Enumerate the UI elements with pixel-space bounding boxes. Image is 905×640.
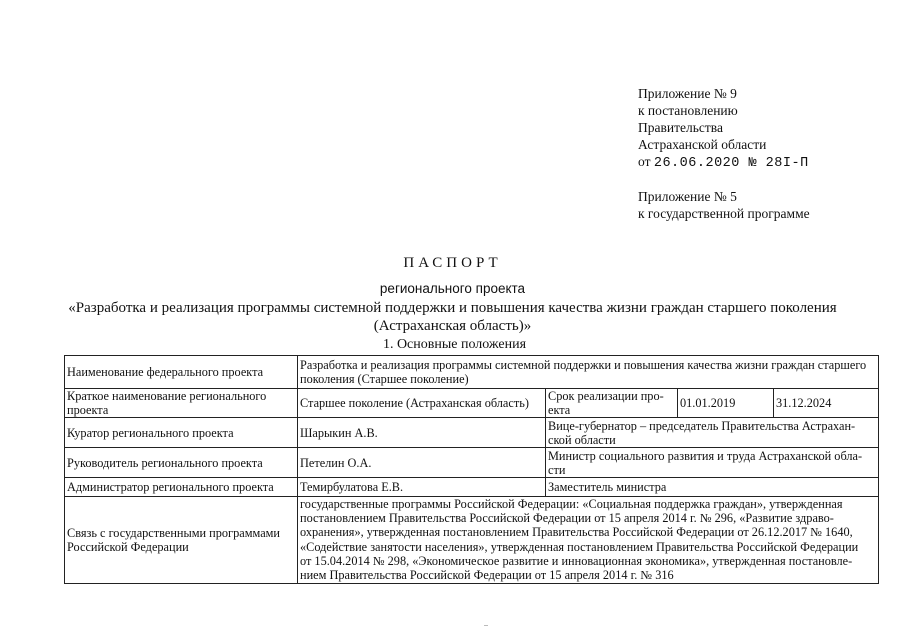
state-programs-text	[298, 497, 879, 584]
short-name-label-line1: Краткое наименование регионального	[67, 389, 267, 403]
admin-position: Заместитель министра	[546, 478, 879, 497]
state-programs-text-line1: государственные программы Российской Федерации: «Социальная поддержка граждан», утвержденная	[300, 497, 843, 511]
state-programs-label-line2: Российской Федерации	[67, 540, 189, 554]
term-label	[546, 389, 678, 418]
project-basics-table	[64, 355, 879, 584]
table-row-admin	[65, 478, 879, 497]
state-programs-text-line2: постановлением Правительства Российской Федерации от 15 апреля 2014 г. № 296, «Развитие здраво-	[300, 511, 834, 526]
passport-title: ПАСПОРТ	[403, 255, 502, 271]
appendix-9-line3: Правительства	[638, 120, 723, 135]
admin-label: Администратор регионального проекта	[65, 478, 298, 497]
table-row-curator	[65, 418, 879, 448]
head-name: Петелин О.А.	[298, 448, 546, 478]
curator-position	[546, 418, 879, 448]
curator-position-line2: ской области	[548, 432, 616, 447]
appendix-9-date	[638, 153, 809, 172]
short-name-value: Старшее поколение (Астраханская область)	[298, 389, 546, 418]
admin-name: Темирбулатова Е.В.	[298, 478, 546, 497]
state-programs-text-line4: «Содействие занятости населения», утвержденная постановлением Правительства Российской Федерации	[300, 539, 859, 554]
date-prefix: от	[638, 154, 651, 169]
head-position-line1: Министр социального развития и труда Астраханской обла-	[548, 448, 863, 463]
term-label-line2: екта	[548, 403, 571, 417]
state-programs-text-line5: от 15.04.2014 № 298, «Экономическое развитие и инновационная экономика», утвержденная постановле-	[300, 553, 853, 568]
passport-subtitle: регионального проекта	[379, 281, 526, 296]
head-position-line2: сти	[548, 462, 566, 477]
head-position	[546, 448, 879, 478]
appendix-5-title: Приложение № 5	[638, 189, 737, 204]
appendix-9-block	[638, 85, 809, 172]
head-label: Руководитель регионального проекта	[65, 448, 298, 478]
appendix-9-line4: Астраханской области	[638, 137, 767, 152]
appendix-9-line2: к постановлению	[638, 103, 738, 118]
state-programs-label-line1: Связь с государственными программами	[67, 526, 281, 540]
state-programs-text-line6: нием Правительства Российской Федерации от 15 апреля 2014 г. № 316	[300, 568, 674, 583]
appendix-5-block	[638, 188, 810, 222]
curator-position-line1: Вице-губернатор – председатель Правительства Астрахан-	[548, 418, 856, 433]
table-row-state-programs	[65, 497, 879, 584]
curator-label: Куратор регионального проекта	[65, 418, 298, 448]
term-start: 01.01.2019	[678, 389, 774, 418]
term-label-line1: Срок реализации про-	[548, 389, 664, 403]
date-value: 26.06.2020 № 28I-П	[653, 156, 809, 171]
table-row-short-name	[65, 389, 879, 418]
project-name-line2: (Астраханская область)»	[373, 318, 532, 334]
section-heading: 1. Основные положения	[382, 337, 527, 352]
state-programs-text-line3: охранения», утвержденная постановлением Правительства Российской Федерации от 26.12.2017 № 1640,	[300, 525, 853, 540]
term-end: 31.12.2024	[774, 389, 879, 418]
scan-speck	[484, 625, 488, 626]
short-name-label	[65, 389, 298, 418]
project-name-line1: «Разработка и реализация программы системной поддержки и повышения качества жизни граждан старшего поколения	[68, 300, 837, 316]
table-row-head	[65, 448, 879, 478]
appendix-5-line2: к государственной программе	[638, 206, 810, 221]
federal-project-value-line1: Разработка и реализация программы системной поддержки и повышения качества жизни граждан старшего	[300, 358, 867, 372]
appendix-9-title: Приложение № 9	[638, 86, 737, 101]
curator-name: Шарыкин А.В.	[298, 418, 546, 448]
short-name-label-line2: проекта	[67, 403, 109, 417]
federal-project-value	[298, 356, 879, 389]
federal-project-value-line2: поколения (Старшее поколение)	[300, 372, 469, 386]
state-programs-label	[65, 497, 298, 584]
table-row-federal-project	[65, 356, 879, 389]
federal-project-label: Наименование федерального проекта	[65, 356, 298, 389]
